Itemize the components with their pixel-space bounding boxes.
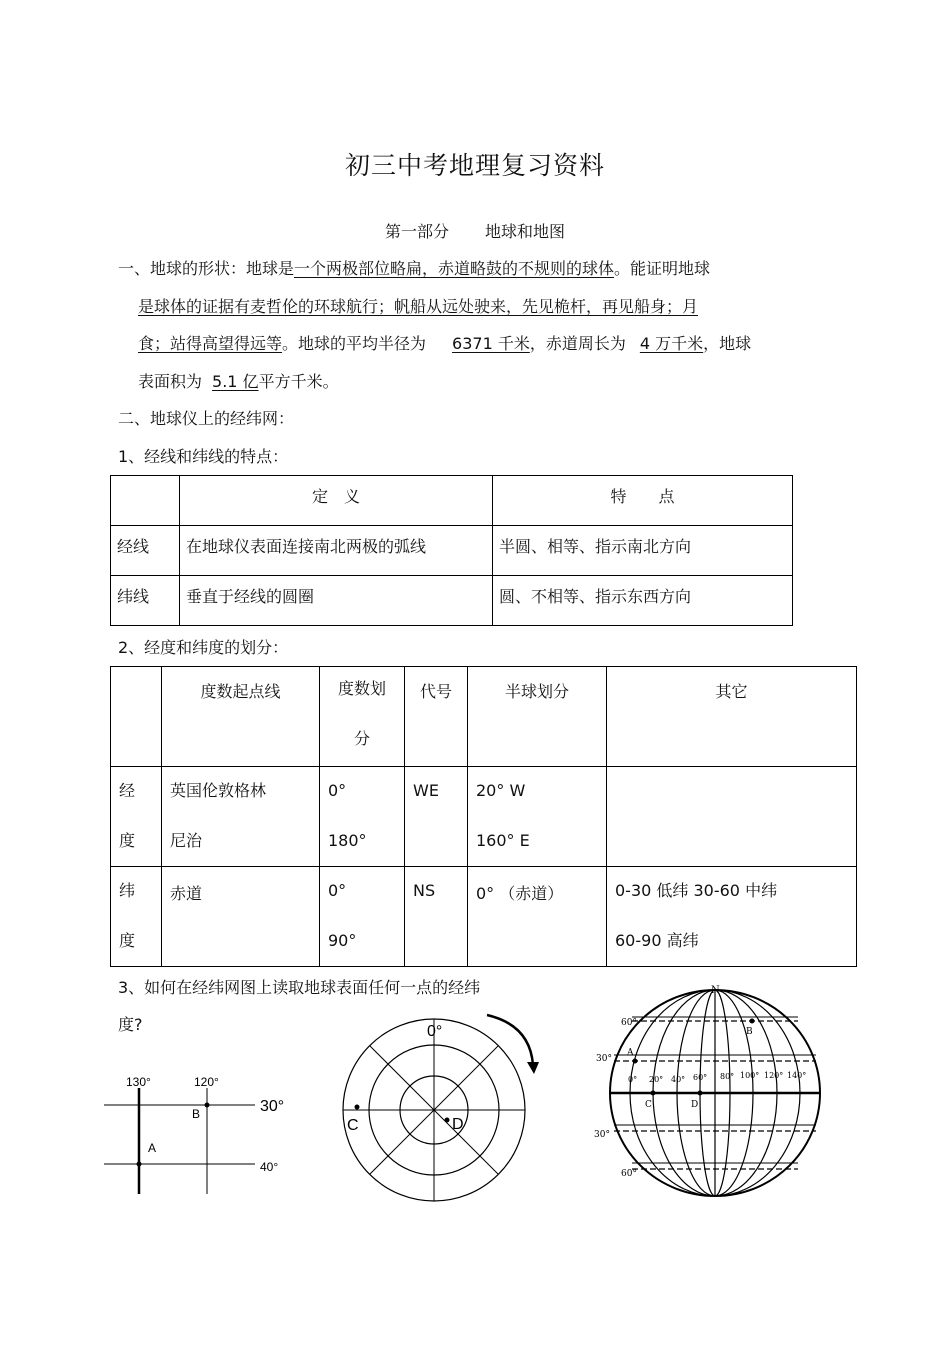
lon-label: 140° bbox=[787, 1071, 807, 1080]
sub3-heading: 3、如何在经纬网图上读取地球表面任何一点的经纬 bbox=[118, 978, 481, 997]
point-label: A bbox=[148, 1141, 157, 1155]
table2-cell: 0° 180° bbox=[320, 767, 405, 867]
point-label: A bbox=[627, 1048, 634, 1058]
table1-cell: 在地球仪表面连接南北两极的弧线 bbox=[180, 526, 493, 576]
point-b-dot bbox=[750, 1019, 755, 1024]
zero-label: 0° bbox=[427, 1023, 443, 1040]
para-line-4 bbox=[138, 372, 339, 392]
section-subtitle bbox=[0, 219, 950, 242]
text-segment: 一、地球的形状：地球是 bbox=[118, 259, 295, 278]
point-label: D bbox=[452, 1116, 464, 1133]
table2-cell: 20° W 160° E bbox=[468, 767, 607, 867]
equator-length: 4 万千米 bbox=[639, 334, 704, 353]
para-line-2 bbox=[138, 297, 698, 317]
globe-figure bbox=[590, 983, 830, 1208]
table1-cell: 经线 bbox=[111, 526, 180, 576]
lon-label: 20° bbox=[649, 1075, 664, 1084]
page-title: 初三中考地理复习资料 bbox=[344, 151, 605, 180]
table1-cell: 半圆、相等、指示南北方向 bbox=[493, 526, 793, 576]
table2-cell bbox=[607, 767, 857, 867]
lat-label: 60° bbox=[621, 1018, 637, 1028]
part-name: 地球和地图 bbox=[485, 222, 566, 241]
arrow-head bbox=[527, 1062, 539, 1074]
point-label: D bbox=[691, 1100, 699, 1110]
table2-header: 度数划 分 bbox=[320, 667, 405, 767]
part-label: 第一部分 bbox=[384, 222, 449, 241]
point-a-dot bbox=[633, 1059, 638, 1064]
text-segment: ，地球 bbox=[703, 334, 752, 353]
table2-cell: 0-30 低纬 30-60 中纬 60-90 高纬 bbox=[607, 867, 857, 967]
section2-heading: 二、地球仪上的经纬网： bbox=[118, 409, 295, 428]
lat-label: 30° bbox=[596, 1054, 612, 1064]
lat-label: 30° bbox=[260, 1098, 285, 1115]
underlined-text: 一个两极部位略扁，赤道略鼓的不规则的球体 bbox=[294, 259, 615, 278]
point-d-dot bbox=[445, 1118, 450, 1123]
longitude-latitude-table bbox=[110, 666, 857, 967]
table2-header: 其它 bbox=[607, 667, 857, 767]
table2-row-label: 经 度 bbox=[111, 767, 162, 867]
table2-cell: 赤道 bbox=[162, 867, 320, 967]
lon-label: 120° bbox=[764, 1071, 784, 1080]
point-c-dot bbox=[355, 1105, 360, 1110]
text-segment: ，赤道周长为 bbox=[529, 334, 626, 353]
point-label: C bbox=[645, 1100, 652, 1110]
north-label: N bbox=[711, 985, 720, 996]
earth-radius: 6371 千米 bbox=[452, 334, 530, 353]
table1-corner bbox=[111, 476, 180, 526]
grid-figure bbox=[100, 1068, 300, 1203]
point-label: C bbox=[347, 1117, 359, 1134]
meridian-parallel-table bbox=[110, 475, 793, 626]
table2-cell: 英国伦敦格林 尼治 bbox=[162, 767, 320, 867]
sub2-heading: 2、经度和纬度的划分： bbox=[118, 638, 289, 657]
para-line-3 bbox=[138, 334, 751, 354]
text-segment: 平方千米。 bbox=[258, 372, 339, 391]
lat-label: 60° bbox=[621, 1169, 637, 1179]
table2-corner bbox=[111, 667, 162, 767]
lon-label: 60° bbox=[693, 1073, 708, 1082]
lat-label: 30° bbox=[594, 1130, 610, 1140]
table1-cell: 圆、不相等、指示东西方向 bbox=[493, 576, 793, 626]
table2-cell: WE bbox=[405, 767, 468, 867]
para-line-1 bbox=[118, 259, 710, 279]
point-d-dot bbox=[698, 1091, 703, 1096]
text-segment: 表面积为 bbox=[138, 372, 203, 391]
sub1-heading: 1、经线和纬线的特点： bbox=[118, 447, 289, 466]
table2-cell: 0° 90° bbox=[320, 867, 405, 967]
lon-label: 80° bbox=[720, 1072, 735, 1081]
text-segment: 。地球的平均半径为 bbox=[282, 334, 427, 353]
table2-header: 代号 bbox=[405, 667, 468, 767]
table2-row-label: 纬 度 bbox=[111, 867, 162, 967]
sub3-heading-cont: 度? bbox=[118, 1015, 143, 1034]
rotation-arrow bbox=[487, 1015, 533, 1065]
table1-cell: 纬线 bbox=[111, 576, 180, 626]
table2-header: 半球划分 bbox=[468, 667, 607, 767]
underlined-text: 食；站得高望得远等 bbox=[138, 334, 283, 353]
lon-label: 120° bbox=[194, 1075, 219, 1089]
lon-label: 40° bbox=[671, 1075, 686, 1084]
table2-cell: NS bbox=[405, 867, 468, 967]
lon-label: 0° bbox=[628, 1075, 638, 1084]
text-segment: 。能证明地球 bbox=[614, 259, 711, 278]
lon-label: 100° bbox=[740, 1071, 760, 1080]
lat-label: 40° bbox=[260, 1160, 279, 1174]
lon-label: 130° bbox=[126, 1075, 151, 1089]
point-label: B bbox=[746, 1027, 753, 1037]
polar-figure bbox=[335, 1010, 555, 1210]
surface-area: 5.1 亿 bbox=[212, 372, 259, 391]
table2-cell: 0° （赤道） bbox=[468, 867, 607, 967]
table1-cell: 垂直于经线的圆圈 bbox=[180, 576, 493, 626]
table2-header: 度数起点线 bbox=[162, 667, 320, 767]
table1-header: 定 义 bbox=[180, 476, 493, 526]
table1-header: 特 点 bbox=[493, 476, 793, 526]
underlined-text: 是球体的证据有麦哲伦的环球航行；帆船从远处驶来，先见桅杆，再见船身；月 bbox=[138, 297, 699, 316]
point-b-dot bbox=[205, 1103, 210, 1108]
point-a-dot bbox=[137, 1162, 142, 1167]
point-c-dot bbox=[651, 1091, 656, 1096]
point-label: B bbox=[192, 1107, 201, 1121]
